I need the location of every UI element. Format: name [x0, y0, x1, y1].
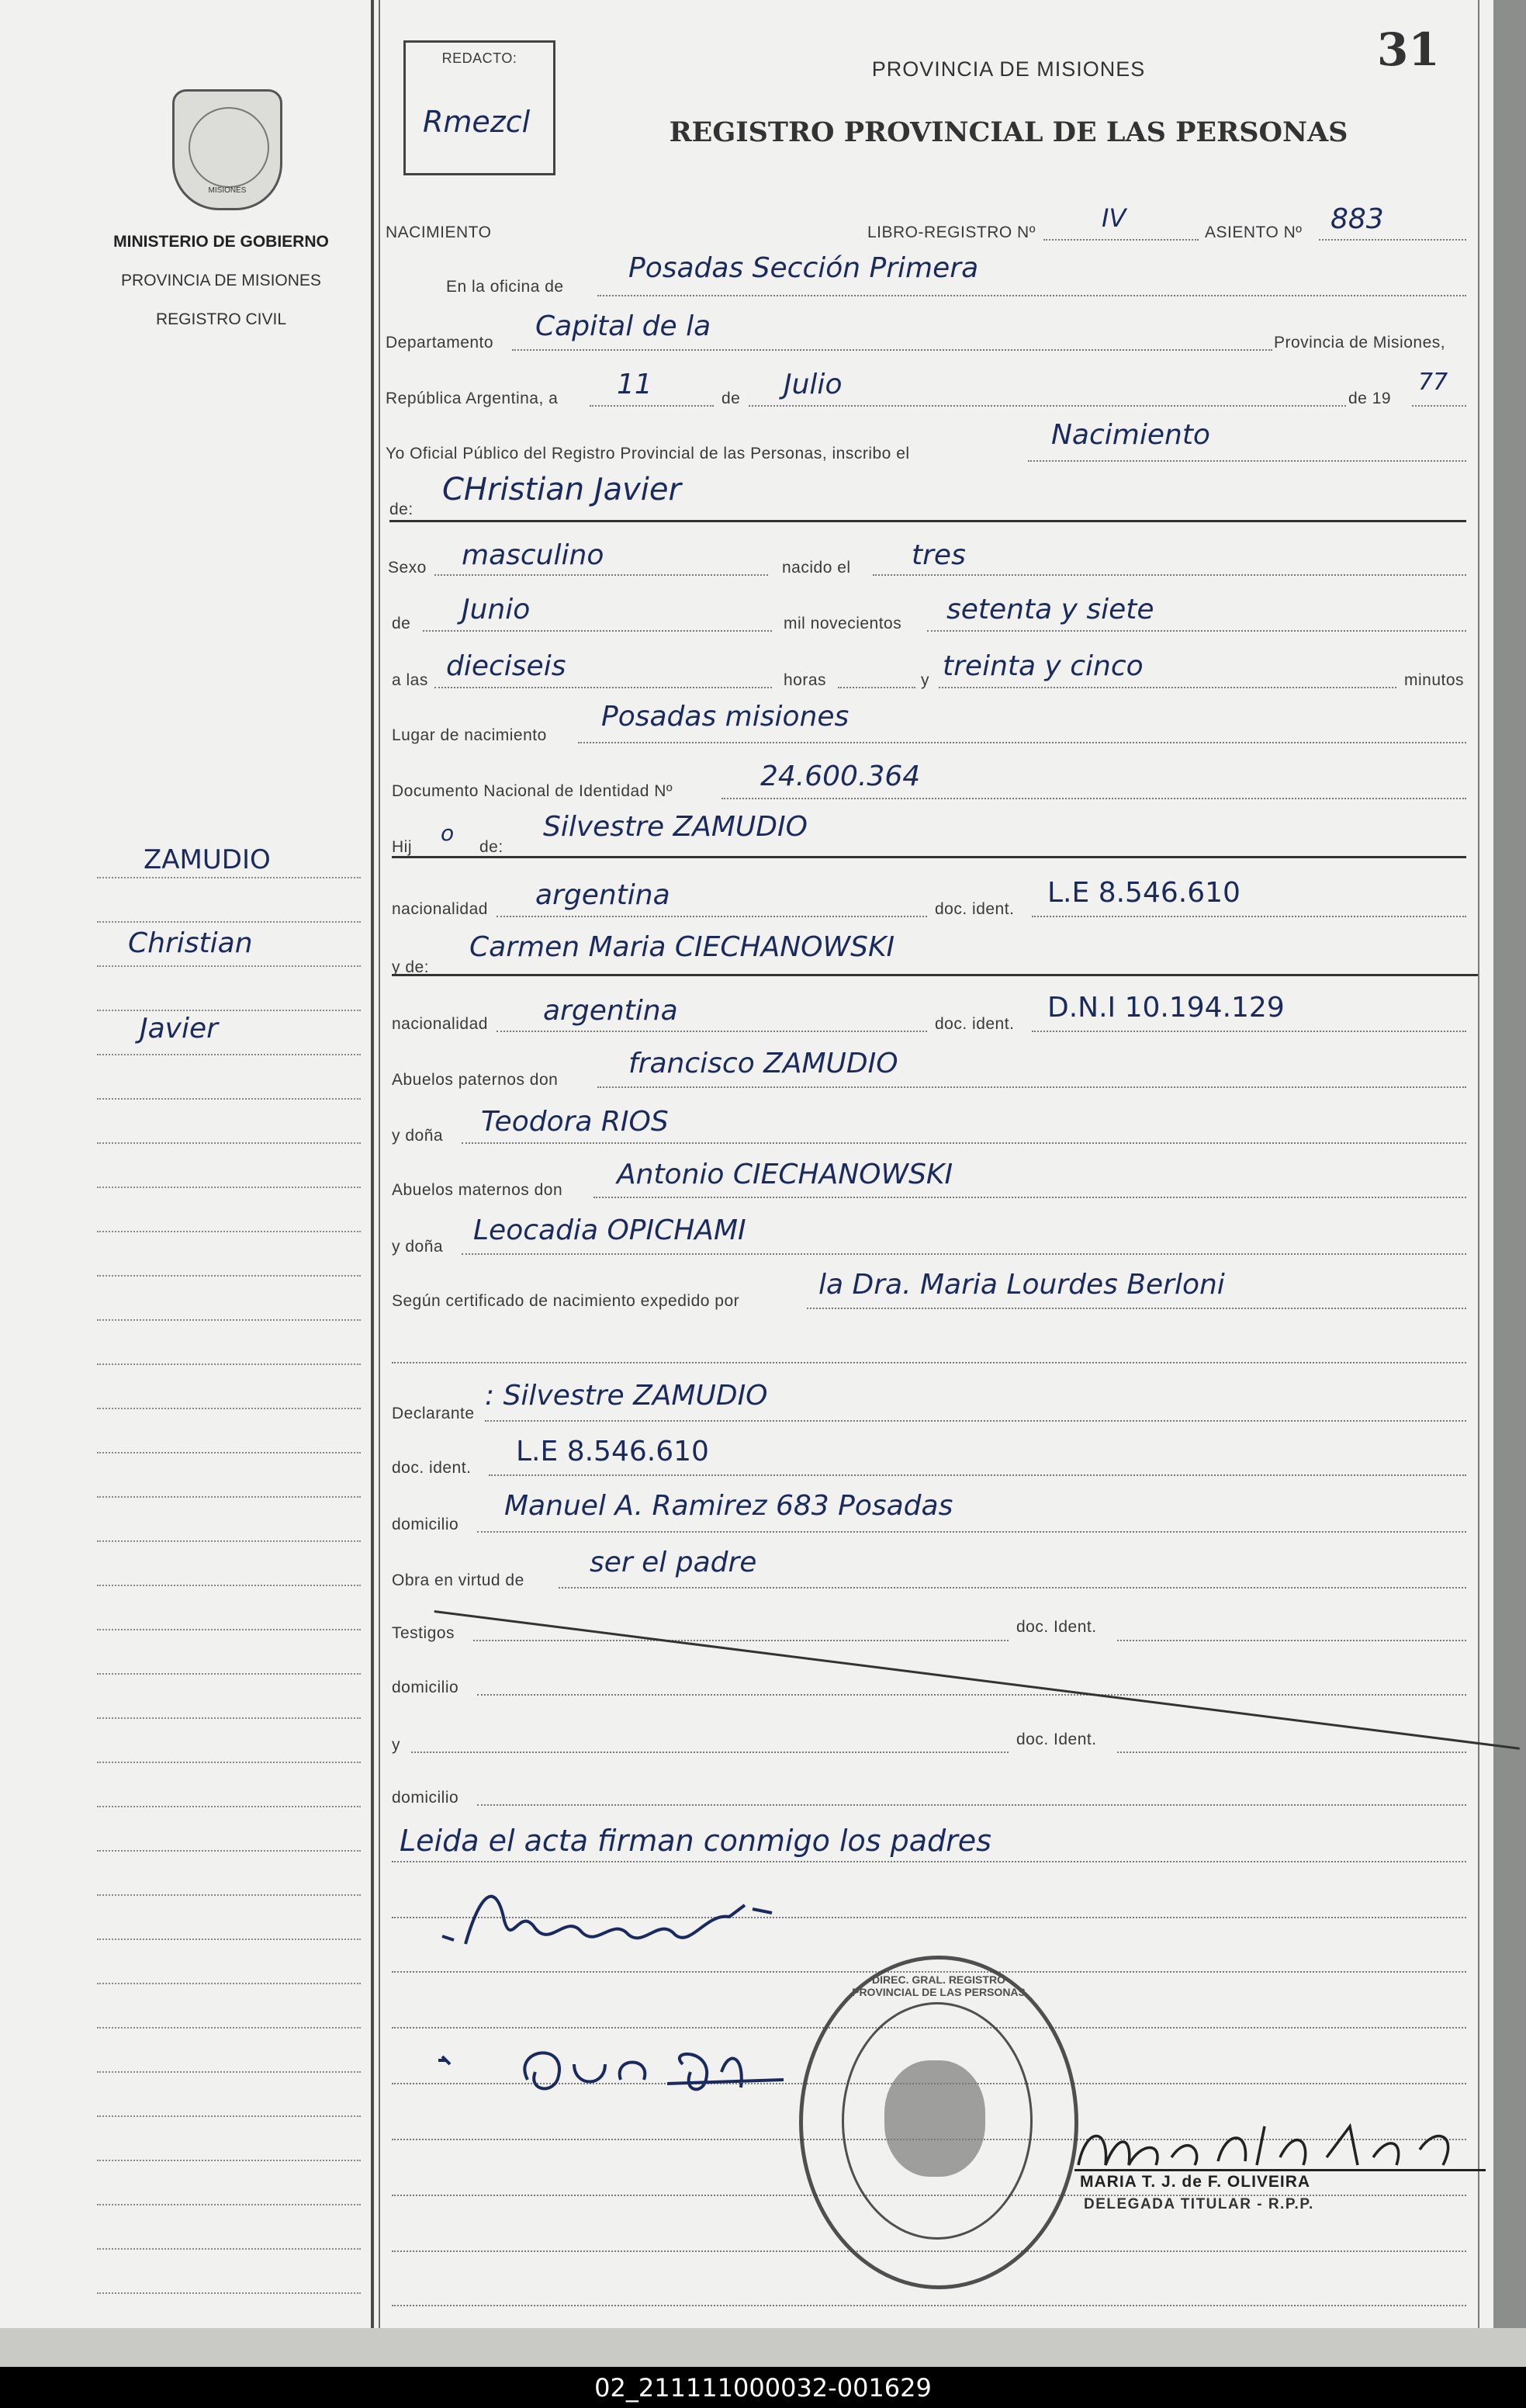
testigos-label: Testigos: [392, 1624, 455, 1642]
testigo1-domicilio-label: domicilio: [392, 1679, 459, 1696]
margin-ruled-line: [97, 1585, 361, 1586]
certificado-value: la Dra. Maria Lourdes Berloni: [818, 1269, 1225, 1301]
margin-ruled-line: [97, 1275, 361, 1277]
logo-lettering: MISIONES: [208, 186, 247, 195]
margin-ruled-line: [97, 2027, 361, 2029]
obra-value: ser el padre: [590, 1547, 757, 1578]
father-signature-icon: [434, 1874, 784, 1959]
margin-ruled-line: [97, 2204, 361, 2205]
nacionalidad-padre-label: nacionalidad: [392, 900, 488, 918]
margin-ruled-line: [97, 1629, 361, 1630]
margin-note-second-name: Javier: [140, 1013, 218, 1045]
doc-madre-value: D.N.I 10.194.129: [1047, 992, 1285, 1024]
margin-ruled-line: [97, 2248, 361, 2250]
minutos-label: minutos: [1404, 671, 1465, 689]
margin-ruled-line: [97, 1806, 361, 1807]
mes-nacimiento-value: Junio: [462, 594, 531, 625]
testigo2-y-label: y: [392, 1736, 400, 1754]
yo-oficial-label: Yo Oficial Público del Registro Provincial de las Personas, inscribo el: [386, 445, 910, 463]
official-title: DELEGADA TITULAR - R.P.P.: [1084, 2196, 1314, 2212]
nacionalidad-madre-label: nacionalidad: [392, 1015, 488, 1033]
margin-ruled-line: [97, 1098, 361, 1100]
asiento-value: 883: [1330, 203, 1384, 235]
margin-ruled-line: [97, 1408, 361, 1409]
right-edge-line: [1478, 0, 1479, 2328]
abuelos-maternos-label: Abuelos maternos don: [392, 1181, 563, 1199]
anio-label: de 19: [1348, 390, 1392, 407]
minutos-value: treinta y cinco: [943, 650, 1144, 682]
province-coat-of-arms-icon: [172, 89, 282, 210]
nacionalidad-madre-value: argentina: [543, 995, 678, 1027]
declarante-value: : Silvestre ZAMUDIO: [485, 1380, 768, 1412]
departamento-value: Capital de la: [535, 310, 711, 342]
ministry-name: MINISTERIO DE GOBIERNO: [113, 233, 329, 251]
doc-padre-value: L.E 8.546.610: [1047, 877, 1241, 909]
dni-value: 24.600.364: [760, 761, 921, 792]
y-dona-materna-label: y doña: [392, 1238, 444, 1256]
margin-ruled-line: [97, 2160, 361, 2161]
certificado-label: Según certificado de nacimiento expedido por: [392, 1292, 740, 1310]
margin-ruled-line: [97, 1850, 361, 1852]
margin-ruled-line: [97, 1319, 361, 1321]
margin-ruled-line: [97, 1187, 361, 1188]
declarante-label: Declarante: [392, 1405, 475, 1422]
abuelo-paterno-value: francisco ZAMUDIO: [628, 1048, 898, 1079]
nacido-value: tres: [912, 539, 966, 571]
hij-suffix: o: [441, 820, 455, 846]
mes-value: Julio: [784, 369, 843, 400]
margin-ruled-line: [97, 1894, 361, 1896]
departamento-label: Departamento: [386, 334, 494, 352]
redacto-box: [403, 40, 555, 175]
sexo-value: masculino: [462, 539, 604, 571]
asiento-label: ASIENTO Nº: [1205, 223, 1303, 241]
margin-note-surname: ZAMUDIO: [144, 844, 271, 875]
margin-ruled-line: [97, 1983, 361, 1984]
nacimiento-label: NACIMIENTO: [386, 223, 492, 241]
left-province-name: PROVINCIA DE MISIONES: [121, 272, 321, 289]
de-label: de: [721, 390, 741, 407]
registry-office-name: REGISTRO CIVIL: [155, 310, 287, 328]
domicilio-declarante-value: Manuel A. Ramirez 683 Posadas: [504, 1490, 953, 1522]
seal-lettering: DIREC. GRAL. REGISTRO PROVINCIAL DE LAS PERSONAS: [852, 1973, 1026, 1998]
header-title: REGISTRO PROVINCIAL DE LAS PERSONAS: [669, 116, 1348, 148]
domicilio-declarante-label: domicilio: [392, 1516, 459, 1533]
margin-ruled-line: [97, 2071, 361, 2073]
anio-nacimiento-value: setenta y siete: [946, 594, 1154, 625]
testigos-doc-ident-label: doc. Ident.: [1016, 1618, 1097, 1636]
margin-ruled-line: [97, 2115, 361, 2117]
abuela-materna-value: Leocadia OPICHAMI: [473, 1214, 746, 1246]
margin-ruled-line: [97, 965, 361, 967]
margin-ruled-line: [97, 1939, 361, 1940]
margin-ruled-line: [97, 1054, 361, 1055]
margin-note-first-name: Christian: [128, 927, 253, 959]
y-dona-paterna-label: y doña: [392, 1127, 444, 1145]
margin-ruled-line: [97, 1231, 361, 1232]
mil-novecientos-label: mil novecientos: [784, 615, 902, 632]
madre-value: Carmen Maria CIECHANOWSKI: [469, 931, 895, 963]
margin-ruled-line: [97, 1142, 361, 1144]
oficina-value: Posadas Sección Primera: [628, 252, 979, 284]
de-nombre-label: de:: [389, 501, 414, 518]
abuela-paterna-value: Teodora RIOS: [481, 1106, 669, 1138]
y-label: y: [921, 671, 929, 689]
libro-registro-value: IV: [1102, 203, 1126, 233]
redacto-initials: Rmezcl: [423, 105, 531, 139]
abuelos-paternos-label: Abuelos paternos don: [392, 1071, 559, 1089]
nombre-value: CHristian Javier: [442, 472, 681, 508]
horas-label: horas: [784, 671, 827, 689]
testigo2-doc-ident-label: doc. Ident.: [1016, 1731, 1097, 1748]
alas-label: a las: [392, 671, 428, 689]
margin-ruled-line: [97, 1363, 361, 1365]
margin-ruled-line: [97, 2292, 361, 2294]
margin-ruled-line: [97, 1010, 361, 1011]
republica-label: República Argentina, a: [386, 390, 559, 407]
lugar-label: Lugar de nacimiento: [392, 726, 547, 744]
margin-divider-inner: [379, 0, 380, 2328]
abuelo-materno-value: Antonio CIECHANOWSKI: [617, 1159, 953, 1190]
nacido-label: nacido el: [782, 559, 851, 577]
margin-ruled-line: [97, 1452, 361, 1453]
header-province: PROVINCIA DE MISIONES: [871, 57, 1146, 81]
page-bottom-edge: [0, 2328, 1526, 2367]
y-de-label: y de:: [392, 958, 430, 976]
doc-declarante-value: L.E 8.546.610: [516, 1436, 709, 1467]
anio-value: 77: [1418, 369, 1448, 396]
sexo-label: Sexo: [388, 559, 427, 577]
footer-code: 02_211111000032-001629: [594, 2373, 932, 2403]
redacto-label: REDACTO:: [441, 50, 517, 66]
provincia-label: Provincia de Misiones,: [1274, 334, 1446, 352]
dia-value: 11: [617, 369, 652, 400]
margin-ruled-line: [97, 1717, 361, 1719]
hij-de-label: de:: [479, 838, 503, 856]
doc-declarante-label: doc. ident.: [392, 1459, 472, 1477]
dni-label: Documento Nacional de Identidad Nº: [392, 782, 673, 800]
obra-label: Obra en virtud de: [392, 1571, 524, 1589]
testigo2-domicilio-label: domicilio: [392, 1789, 459, 1807]
doc-ident-padre-label: doc. ident.: [935, 900, 1015, 918]
margin-divider: [371, 0, 374, 2328]
margin-ruled-line: [97, 921, 361, 923]
nacionalidad-padre-value: argentina: [535, 879, 670, 911]
lugar-value: Posadas misiones: [601, 701, 850, 733]
page-number: 31: [1377, 23, 1440, 76]
hij-label: Hij: [392, 838, 412, 856]
official-name: MARIA T. J. de F. OLIVEIRA: [1080, 2173, 1311, 2191]
padre-value: Silvestre ZAMUDIO: [543, 811, 808, 843]
leida-statement: Leida el acta firman conmigo los padres: [400, 1824, 991, 1858]
margin-ruled-line: [97, 1496, 361, 1498]
doc-ident-madre-label: doc. ident.: [935, 1015, 1015, 1033]
oficina-label: En la oficina de: [446, 278, 564, 296]
margin-ruled-line: [97, 877, 361, 878]
official-seal-icon: [799, 1956, 1078, 2289]
margin-ruled-line: [97, 1673, 361, 1675]
horas-value: dieciseis: [446, 650, 566, 682]
margin-ruled-line: [97, 1762, 361, 1763]
de2-label: de: [392, 615, 411, 632]
libro-registro-label: LIBRO-REGISTRO Nº: [867, 223, 1036, 241]
margin-ruled-line: [97, 1540, 361, 1542]
inscribo-value: Nacimiento: [1051, 419, 1210, 451]
